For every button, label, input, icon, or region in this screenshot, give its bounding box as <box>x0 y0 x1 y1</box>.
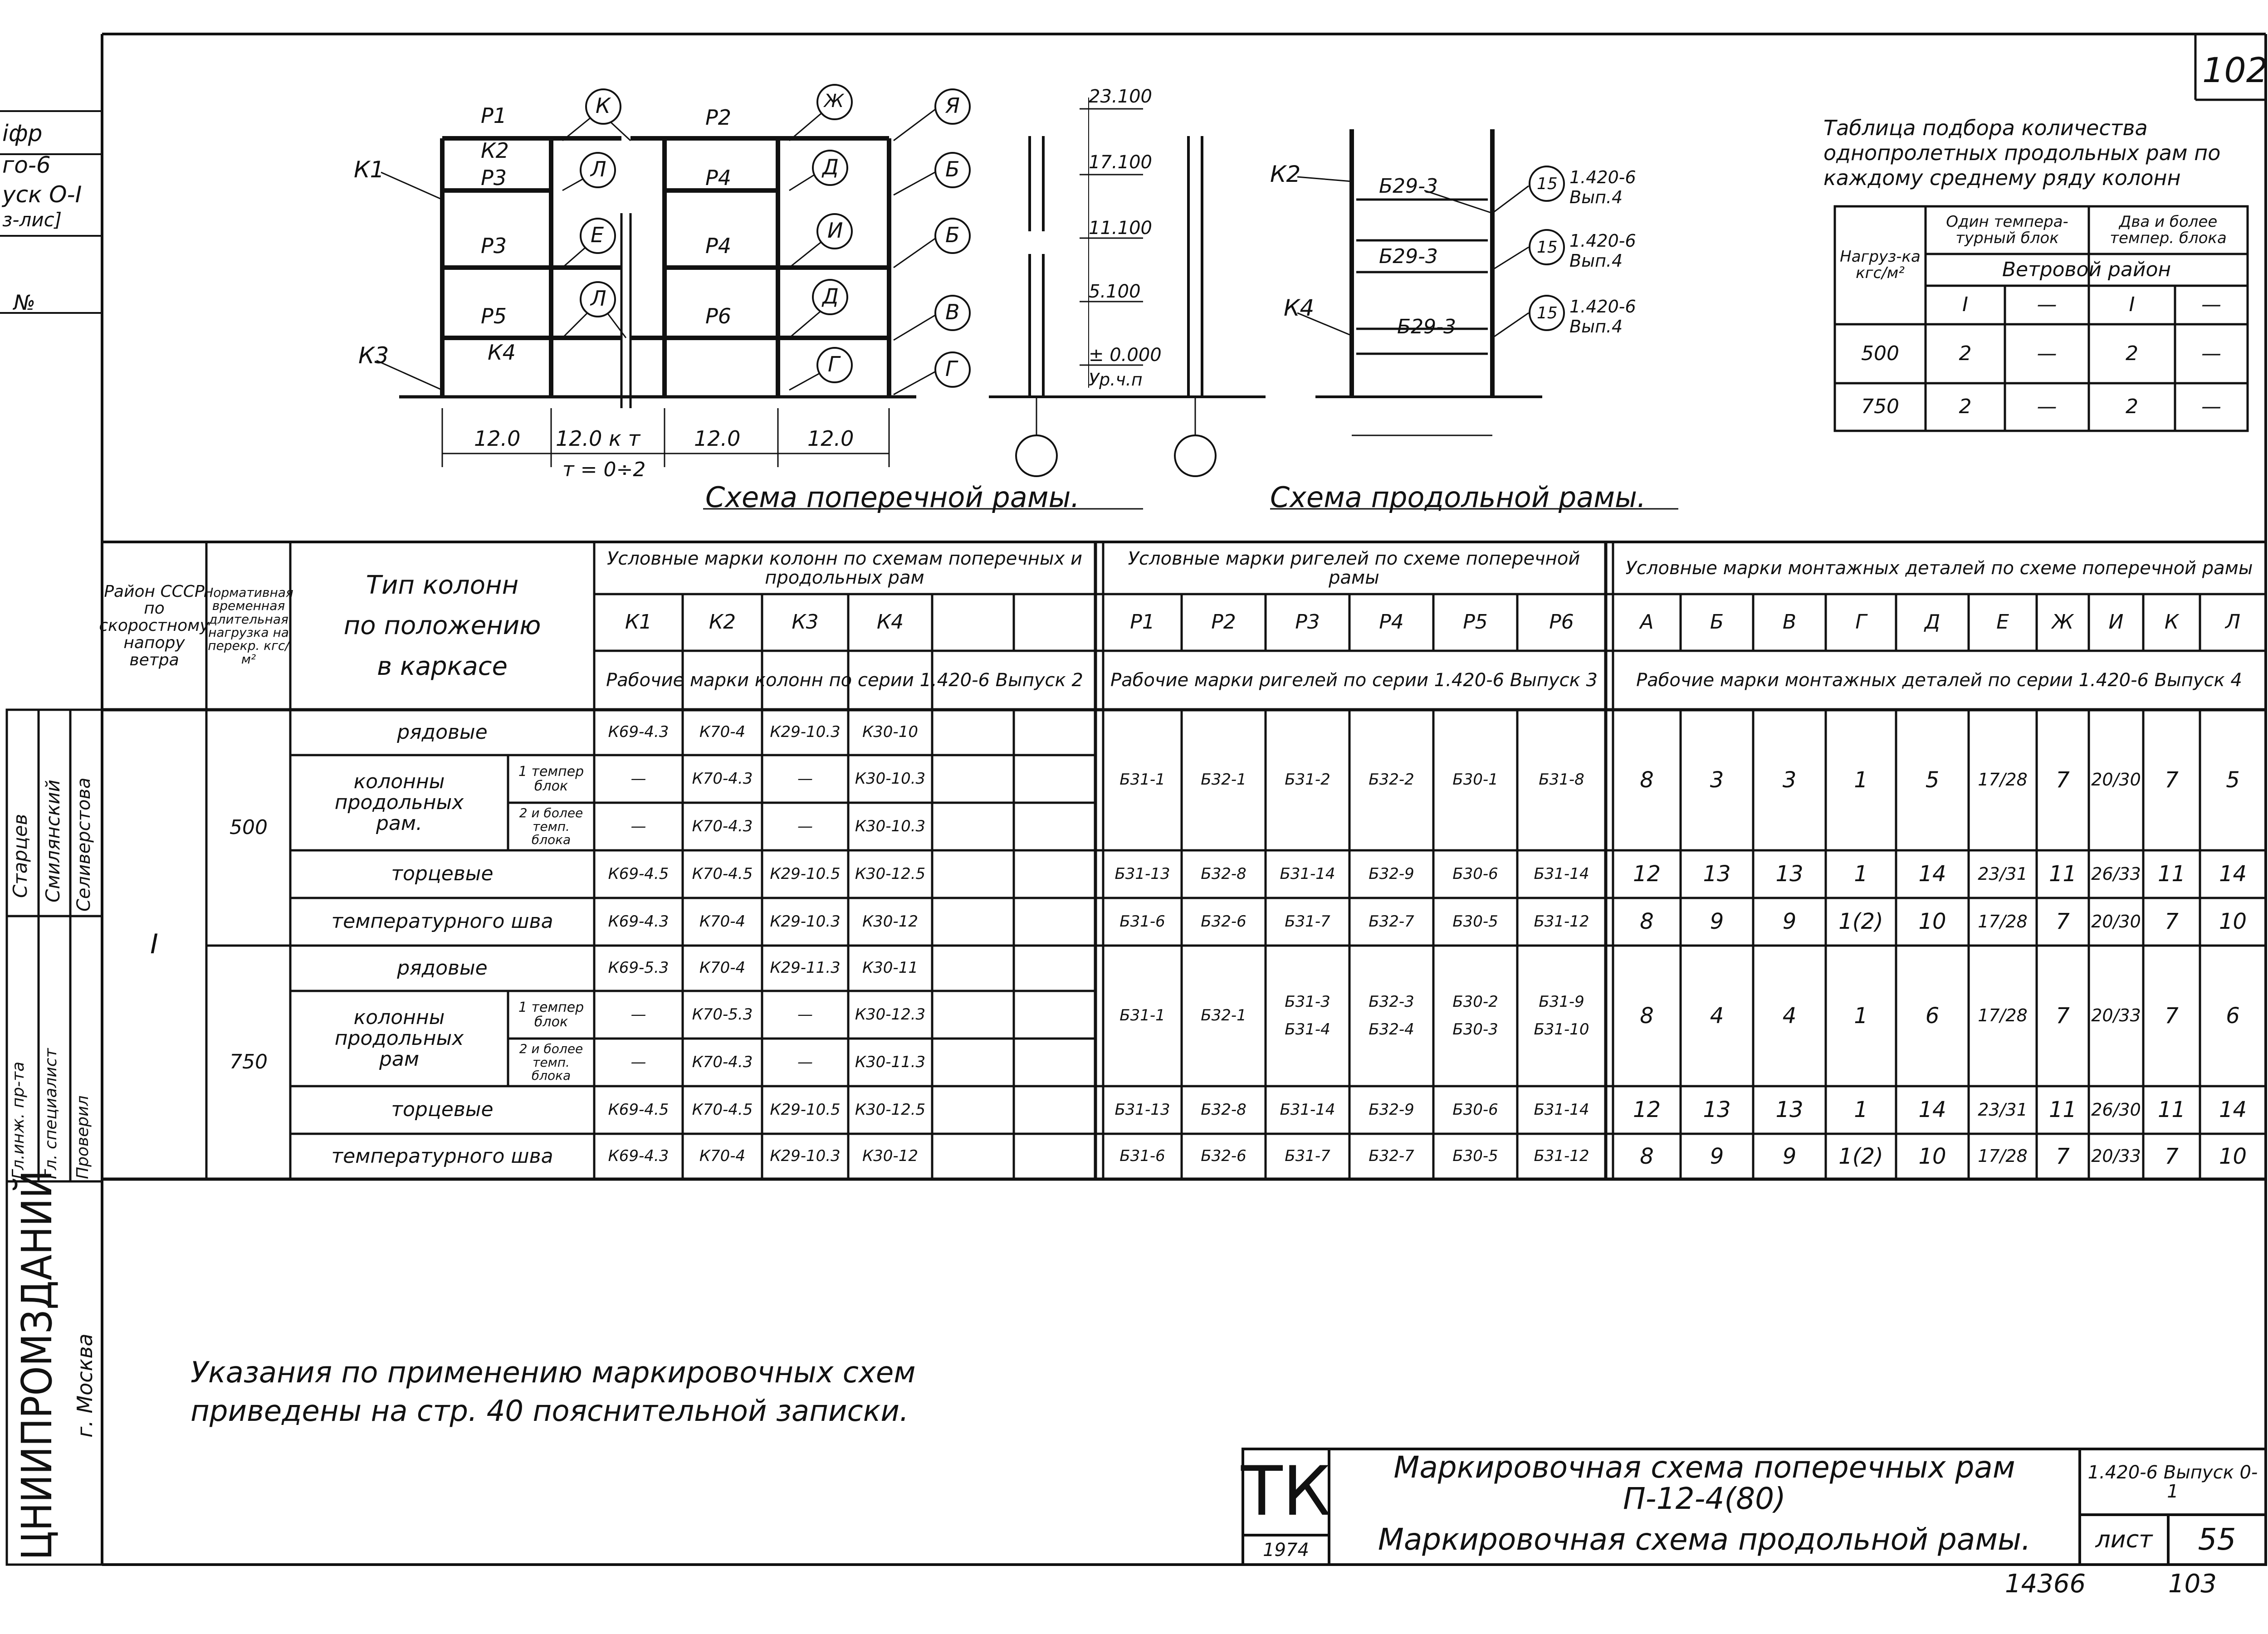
beam-cell: Б31-6 <box>1119 912 1165 931</box>
stamp-name: Старцев <box>9 814 31 898</box>
margin-fragment: уск О-І <box>2 181 82 208</box>
detail-cell: 10 <box>2219 1143 2247 1169</box>
column-cell: К70-4.3 <box>692 817 753 835</box>
detail-cell: 17/28 <box>1978 770 2028 790</box>
detail-cell: 7 <box>2165 1003 2179 1029</box>
detail-cell: 8 <box>1640 767 1654 793</box>
detail-cell: 5 <box>1925 767 1940 793</box>
type-sub-one: 1 темпер блок <box>518 764 584 794</box>
title-sheet-value: 55 <box>2198 1522 2236 1557</box>
beam-cell: Б31-8 <box>1539 771 1584 789</box>
detail-cell: 7 <box>2056 767 2070 793</box>
column-cell: К30-11.3 <box>855 1053 926 1071</box>
selection-value: 2 <box>1959 341 1972 365</box>
detail-cell: 10 <box>1918 909 1946 935</box>
header-details: Условные марки монтажных деталей по схеме поперечной рамы <box>1625 558 2253 579</box>
detail-mark-header: В <box>1782 610 1797 634</box>
selection-value: — <box>2037 341 2057 365</box>
column-cell: К30-10.3 <box>855 817 926 835</box>
detail-cell: 4 <box>1710 1003 1724 1029</box>
detail-cell: 26/30 <box>2091 1099 2141 1120</box>
beam-label: Р5 <box>481 304 507 328</box>
column-cell: — <box>797 1005 813 1024</box>
header-load: Нормативная временная длительная нагрузка на перекр. кгс/м² <box>204 585 293 667</box>
title-sheet-label: лист <box>2095 1526 2153 1553</box>
column-cell: К29-10.3 <box>770 723 841 741</box>
column-cell: К29-10.3 <box>770 912 841 931</box>
type-end: торцевые <box>391 1098 494 1122</box>
column-cell: К69-5.3 <box>608 959 669 977</box>
detail-cell: 7 <box>2165 909 2179 935</box>
detail-cell: 13 <box>1775 1097 1804 1123</box>
column-cell: К70-4 <box>699 723 746 741</box>
span-dimension: 12.0 к т <box>556 426 640 451</box>
detail-cell: 9 <box>1710 909 1724 935</box>
stamp-organization: ЦНИИПРОМЗДАНИЙ <box>13 1170 61 1560</box>
column-cell: К29-11.3 <box>770 959 841 977</box>
margin-fragment: з-лис] <box>2 209 62 231</box>
beam-mark-header: Р5 <box>1463 610 1488 634</box>
selection-value: 2 <box>1959 395 1972 419</box>
detail-mark-header: И <box>2108 610 2124 634</box>
detail-cell: 7 <box>2165 1143 2179 1169</box>
header-columns: Условные марки колонн по схемам поперечных и продольных рам <box>606 548 1082 588</box>
span-note: т = 0÷2 <box>562 458 646 481</box>
level-label: ± 0.000 <box>1089 345 1162 366</box>
column-label: К4 <box>1284 295 1315 321</box>
detail-cell: 5 <box>2226 767 2240 793</box>
longitudinal-caption: Схема продольной рамы. <box>1270 481 1646 514</box>
detail-cell: 20/30 <box>2091 911 2141 932</box>
column-cell: К70-4.3 <box>692 1053 753 1071</box>
stamp-role: Гл. специалист <box>42 1048 60 1179</box>
detail-cell: 1 <box>1854 767 1868 793</box>
sheet-number: 102 <box>2202 50 2268 90</box>
type-row: рядовые <box>397 720 488 744</box>
beam-cell: Б32-9 <box>1369 864 1414 883</box>
detail-cell: 13 <box>1703 1097 1731 1123</box>
beam-label: Р2 <box>705 105 732 130</box>
margin-fragment: іфр <box>2 120 43 146</box>
beam-mark: Б29-3 <box>1397 315 1457 338</box>
column-cell: К69-4.3 <box>608 912 669 931</box>
detail-mark: И <box>827 218 843 243</box>
col-mark-header: К4 <box>876 610 904 634</box>
column-cell: К30-12.5 <box>855 1100 926 1119</box>
column-cell: — <box>631 769 646 788</box>
beam-mark-header: Р2 <box>1211 610 1236 634</box>
beam-label: К2 <box>481 138 509 163</box>
detail-cell: 11 <box>2048 861 2077 887</box>
detail-cell: 17/28 <box>1978 1146 2028 1166</box>
column-cell: — <box>631 817 646 835</box>
beam-cell: Б32-6 <box>1201 912 1246 931</box>
column-cell: К69-4.3 <box>608 723 669 741</box>
detail-cell: 10 <box>2219 909 2247 935</box>
detail-mark-header: Ж <box>2052 610 2074 634</box>
detail-cell: 3 <box>1710 767 1724 793</box>
detail-cell: 1 <box>1854 1003 1868 1029</box>
header-beams-sub: Рабочие марки ригелей по серии 1.420-6 Выпуск 3 <box>1110 670 1598 691</box>
selection-load: 750 <box>1861 395 1899 419</box>
header-columns-sub: Рабочие марки колонн по серии 1.420-6 Выпуск 2 <box>606 670 1083 691</box>
load-value: 750 <box>230 1050 268 1074</box>
column-cell: К29-10.3 <box>770 1147 841 1166</box>
detail-cell: 1 <box>1854 1097 1868 1123</box>
column-cell: К30-12 <box>862 912 918 931</box>
column-cell: К30-12 <box>862 1147 918 1166</box>
span-dimension: 12.0 <box>694 426 741 451</box>
beam-cell: Б31-14 <box>1280 1100 1335 1119</box>
detail-cell: 3 <box>1782 767 1797 793</box>
beam-cell: Б32-1 <box>1201 771 1246 789</box>
header-type: Тип колонн по положению в каркасе <box>343 570 541 681</box>
column-cell: К70-4 <box>699 959 746 977</box>
detail-cell: 9 <box>1710 1143 1724 1169</box>
col-mark-header: К1 <box>625 610 652 634</box>
column-cell: К30-12.5 <box>855 864 926 883</box>
detail-cell: 14 <box>1918 1097 1946 1123</box>
title-line-2: Маркировочная схема продольной рамы. <box>1378 1522 2031 1557</box>
detail-mark-header: Л <box>2225 610 2241 634</box>
column-cell: — <box>631 1005 646 1024</box>
detail-cell: 7 <box>2056 1003 2070 1029</box>
detail-cell: 23/31 <box>1978 863 2028 884</box>
column-cell: К30-10.3 <box>855 769 926 788</box>
selection-value: — <box>2201 395 2221 419</box>
detail-cell: 20/33 <box>2091 1005 2141 1026</box>
column-label: К3 <box>358 342 389 369</box>
selection-sub: — <box>2037 293 2057 316</box>
stamp-name: Селиверстова <box>73 777 94 912</box>
circle-number: 15 <box>1537 238 1558 257</box>
beam-cell: Б30-6 <box>1452 1100 1498 1119</box>
detail-cell: 10 <box>1918 1143 1946 1169</box>
level-label: Ур.ч.п <box>1089 370 1143 390</box>
detail-cell: 1(2) <box>1838 909 1883 935</box>
selection-col-one: Один темпера-турный блок <box>1946 212 2068 247</box>
beam-cell: Б32-2 <box>1369 771 1414 789</box>
beam-cell: Б31-14 <box>1534 864 1589 883</box>
title-line-1: Маркировочная схема поперечных рам П-12-4(80) <box>1393 1449 2015 1516</box>
beam-cell: Б31-13 <box>1114 864 1170 883</box>
detail-cell: 13 <box>1775 861 1804 887</box>
beam-cell: Б31-14 <box>1280 864 1335 883</box>
beam-cell: Б32-8 <box>1201 1100 1246 1119</box>
beam-cell: Б31-7 <box>1285 912 1330 931</box>
column-cell: К30-11 <box>862 959 918 977</box>
beam-label: Р4 <box>705 234 732 258</box>
detail-cell: 1 <box>1854 861 1868 887</box>
header-details-sub: Рабочие марки монтажных деталей по серии 1.420-6 Выпуск 4 <box>1636 670 2242 691</box>
margin-fragment: го-6 <box>2 152 51 178</box>
region-value: I <box>150 928 158 960</box>
detail-mark-header: Д <box>1924 610 1941 634</box>
detail-mark: Б <box>945 223 960 247</box>
beam-mark-header: Р1 <box>1130 610 1155 634</box>
detail-mark-header: А <box>1640 610 1654 634</box>
stamp-role: Проверил <box>73 1095 92 1179</box>
beam-cell: Б30-6 <box>1452 864 1498 883</box>
beam-label: Р4 <box>705 166 732 190</box>
detail-mark-header: Г <box>1855 610 1867 634</box>
selection-sub: I <box>1962 293 1968 316</box>
column-cell: К29-10.5 <box>770 864 841 883</box>
beam-cell: Б32-8 <box>1201 864 1246 883</box>
selection-wind-region: Ветровой район <box>2002 258 2171 281</box>
beam-label: К4 <box>488 340 516 365</box>
detail-cell: 23/31 <box>1978 1099 2028 1120</box>
selection-value: 2 <box>2126 341 2138 365</box>
column-cell: К70-4.5 <box>692 864 753 883</box>
header-beams: Условные марки ригелей по схеме поперечной рамы <box>1128 548 1580 588</box>
column-label: К1 <box>354 156 385 183</box>
detail-cell: 7 <box>2165 767 2179 793</box>
column-cell: К70-4.5 <box>692 1100 753 1119</box>
detail-mark: В <box>945 300 960 324</box>
beam-mark-header: Р4 <box>1379 610 1404 634</box>
type-joint: температурного шва <box>331 1144 553 1168</box>
detail-cell: 14 <box>2219 861 2247 887</box>
bottom-code: 14366 <box>2005 1569 2086 1599</box>
level-label: 5.100 <box>1089 281 1141 302</box>
beam-cell: Б30-2 Б30-3 <box>1452 992 1498 1039</box>
detail-mark: К <box>596 93 611 118</box>
detail-cell: 1(2) <box>1838 1143 1883 1169</box>
detail-cell: 9 <box>1782 1143 1797 1169</box>
type-sub-two: 2 и более темп. блока <box>519 1041 583 1083</box>
column-cell: К70-4 <box>699 1147 746 1166</box>
selection-value: — <box>2201 341 2221 365</box>
selection-sub: — <box>2201 293 2221 316</box>
detail-mark-header: Е <box>1996 610 2009 634</box>
detail-cell: 8 <box>1640 1003 1654 1029</box>
beam-mark: Б29-3 <box>1379 175 1438 198</box>
detail-mark: Д <box>822 155 839 179</box>
column-cell: — <box>631 1053 646 1071</box>
margin-fragment: № <box>14 290 35 315</box>
detail-cell: 6 <box>2226 1003 2240 1029</box>
column-cell: — <box>797 817 813 835</box>
beam-cell: Б31-1 <box>1119 1006 1165 1025</box>
detail-mark: Г <box>828 352 840 376</box>
header-region: Район СССР по скоростному напору ветра <box>99 582 210 669</box>
beam-mark-header: Р6 <box>1549 610 1574 634</box>
col-mark-header: К3 <box>792 610 819 634</box>
detail-cell: 11 <box>2157 1097 2186 1123</box>
transverse-caption: Схема поперечной рамы. <box>705 481 1080 514</box>
beam-cell: Б30-5 <box>1452 1147 1498 1166</box>
type-sub-one: 1 темпер блок <box>518 1000 584 1030</box>
level-label: 11.100 <box>1089 218 1152 239</box>
beam-label: Р6 <box>705 304 732 328</box>
beam-label: Р3 <box>481 166 507 190</box>
detail-cell: 20/33 <box>2091 1146 2141 1166</box>
span-dimension: 12.0 <box>474 426 521 451</box>
detail-cell: 4 <box>1782 1003 1797 1029</box>
column-cell: — <box>797 769 813 788</box>
detail-circles <box>581 85 970 387</box>
detail-cell: 20/30 <box>2091 770 2141 790</box>
beam-cell: Б30-5 <box>1452 912 1498 931</box>
detail-mark: Е <box>591 223 604 247</box>
note-line: приведены на стр. 40 пояснительной записки. <box>191 1395 909 1428</box>
detail-mark-header: Б <box>1710 610 1724 634</box>
detail-cell: 7 <box>2056 909 2070 935</box>
column-cell: К70-4 <box>699 912 746 931</box>
detail-mark: Л <box>591 286 606 311</box>
type-end: торцевые <box>391 862 494 886</box>
beam-cell: Б31-9 Б31-10 <box>1534 992 1589 1039</box>
type-sub-two: 2 и более темп. блока <box>519 805 583 848</box>
beam-label: Р3 <box>481 234 507 258</box>
stamp-role: Гл.инж. пр-та <box>9 1061 28 1179</box>
column-cell: К69-4.5 <box>608 864 669 883</box>
selection-col-two: Два и более темпер. блока <box>2110 212 2227 247</box>
selection-col-load: Нагруз-ка кгс/м² <box>1840 248 1921 282</box>
beam-cell: Б31-12 <box>1534 1147 1589 1166</box>
detail-cell: 12 <box>1633 861 1661 887</box>
detail-cell: 7 <box>2056 1143 2070 1169</box>
type-long: колонны продольных рам. <box>334 770 464 835</box>
level-label: 17.100 <box>1089 152 1152 173</box>
detail-cell: 8 <box>1640 1143 1654 1169</box>
circle-number: 15 <box>1537 175 1558 193</box>
beam-cell: Б31-6 <box>1119 1147 1165 1166</box>
column-cell: К70-5.3 <box>692 1005 753 1024</box>
bottom-page: 103 <box>2168 1569 2217 1599</box>
beam-cell: Б32-3 Б32-4 <box>1369 992 1414 1039</box>
beam-mark: Б29-3 <box>1379 245 1438 268</box>
detail-mark: Б <box>945 157 960 181</box>
title-logo: ТК <box>1241 1452 1331 1532</box>
beam-cell: Б30-1 <box>1452 771 1498 789</box>
column-label: К2 <box>1270 161 1301 187</box>
beam-cell: Б32-1 <box>1201 1006 1246 1025</box>
series-ref: 1.420-6 Вып.4 <box>1569 167 1636 207</box>
selection-value: 2 <box>2126 395 2138 419</box>
level-label: 23.100 <box>1089 86 1152 107</box>
selection-sub: I <box>2129 293 2135 316</box>
beam-cell: Б31-1 <box>1119 771 1165 789</box>
detail-cell: 12 <box>1633 1097 1661 1123</box>
title-year: 1974 <box>1263 1540 1309 1561</box>
detail-cell: 17/28 <box>1978 1005 2028 1026</box>
detail-cell: 26/33 <box>2091 863 2141 884</box>
detail-mark: Л <box>591 157 606 181</box>
stamp-name: Смилянский <box>42 780 64 902</box>
detail-mark: Ж <box>824 91 844 112</box>
beam-label: Р1 <box>481 103 507 128</box>
beam-cell: Б31-3 Б31-4 <box>1285 992 1330 1039</box>
detail-mark: Я <box>945 93 960 118</box>
type-long: колонны продольных рам <box>334 1005 464 1071</box>
type-row: рядовые <box>397 956 488 980</box>
beam-cell: Б31-7 <box>1285 1147 1330 1166</box>
beam-cell: Б31-2 <box>1285 771 1330 789</box>
column-cell: К69-4.3 <box>608 1147 669 1166</box>
stamp-city: г. Москва <box>73 1333 97 1438</box>
beam-cell: Б31-12 <box>1534 912 1589 931</box>
selection-load: 500 <box>1861 341 1899 365</box>
detail-cell: 13 <box>1703 861 1731 887</box>
type-joint: температурного шва <box>331 910 553 933</box>
detail-cell: 14 <box>1918 861 1946 887</box>
beam-cell: Б32-7 <box>1369 1147 1414 1166</box>
column-cell: К30-10 <box>862 723 918 741</box>
detail-mark: Д <box>822 284 839 308</box>
detail-cell: 9 <box>1782 909 1797 935</box>
detail-mark-header: К <box>2164 610 2179 634</box>
beam-cell: Б31-13 <box>1114 1100 1170 1119</box>
column-cell: — <box>797 1053 813 1071</box>
detail-cell: 6 <box>1925 1003 1940 1029</box>
note-line: Указания по применению маркировочных схем <box>191 1356 916 1390</box>
detail-cell: 11 <box>2048 1097 2077 1123</box>
beam-cell: Б32-7 <box>1369 912 1414 931</box>
col-mark-header: К2 <box>709 610 736 634</box>
detail-cell: 8 <box>1640 909 1654 935</box>
detail-cell: 14 <box>2219 1097 2247 1123</box>
detail-cell: 11 <box>2157 861 2186 887</box>
beam-cell: Б31-14 <box>1534 1100 1589 1119</box>
selection-value: — <box>2037 395 2057 419</box>
span-dimension: 12.0 <box>807 426 854 451</box>
column-cell: К29-10.5 <box>770 1100 841 1119</box>
beam-cell: Б32-6 <box>1201 1147 1246 1166</box>
detail-mark: Г <box>945 356 957 381</box>
detail-cell: 17/28 <box>1978 911 2028 932</box>
title-series: 1.420-6 Выпуск 0-1 <box>2087 1462 2258 1502</box>
series-ref: 1.420-6 Вып.4 <box>1569 231 1636 271</box>
column-cell: К69-4.5 <box>608 1100 669 1119</box>
beam-mark-header: Р3 <box>1295 610 1320 634</box>
column-cell: К30-12.3 <box>855 1005 926 1024</box>
circle-number: 15 <box>1537 304 1558 322</box>
selection-table-title: Таблица подбора количества однопролетных продольных рам по каждому среднему ряду колонн <box>1823 116 2221 190</box>
series-ref: 1.420-6 Вып.4 <box>1569 297 1636 337</box>
beam-cell: Б32-9 <box>1369 1100 1414 1119</box>
load-value: 500 <box>230 815 268 839</box>
column-cell: К70-4.3 <box>692 769 753 788</box>
